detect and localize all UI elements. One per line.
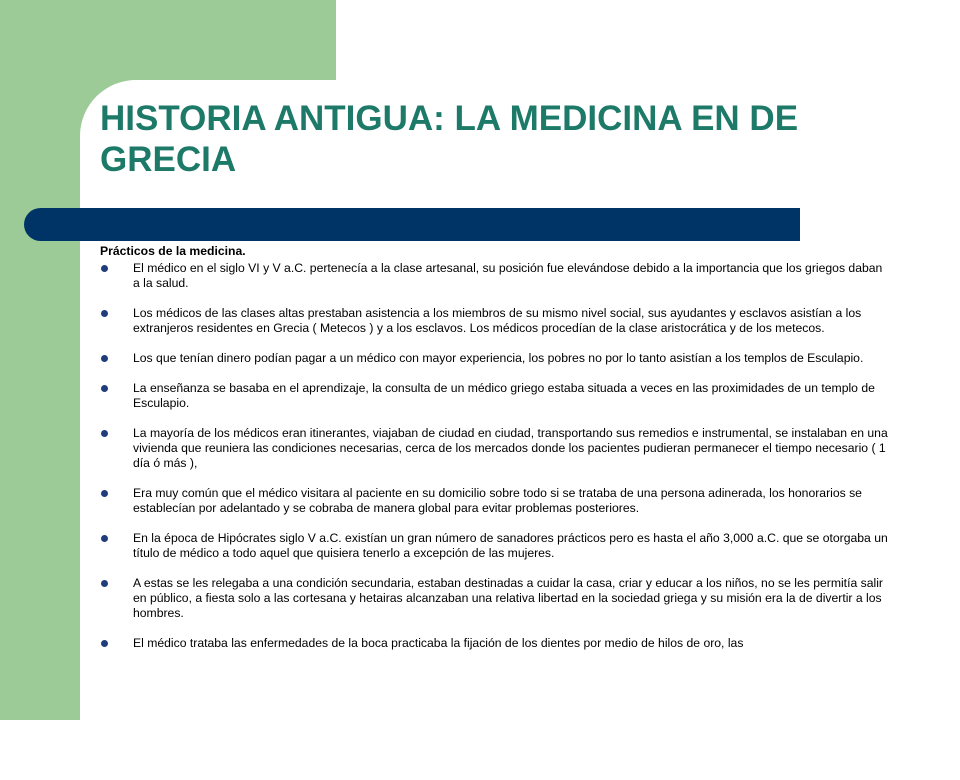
list-item-text: Los que tenían dinero podían pagar a un médico con mayor experiencia, los pobres no por lo tanto asistían a los templos de Esculapio. (133, 351, 864, 365)
list-item-text: A estas se les relegaba a una condición secundaria, estaban destinadas a cuidar la casa, criar y educar a los niños, no se les permitía salir en público, a fiesta solo a las cortesana y hetairas alcanzaban una relativa libertad en la sociedad griega y su misión era la de divertir a los hombres. (133, 576, 883, 620)
list-item-text: El médico trataba las enfermedades de la boca practicaba la fijación de los dientes por medio de hilos de oro, las (133, 636, 744, 650)
bullet-icon (101, 310, 108, 317)
list-item-text: Los médicos de las clases altas prestaban asistencia a los miembros de su mismo nivel social, sus ayudantes y esclavos asistían a los extranjeros residentes en Grecia ( Metecos ) y a los esclavos. Los médicos procedían de la clase aristocrática y de los metecos. (133, 306, 862, 335)
list-item (100, 261, 890, 291)
slide-title: HISTORIA ANTIGUA: LA MEDICINA EN DE GRECIA (100, 99, 799, 179)
list-item-text: La mayoría de los médicos eran itinerantes, viajaban de ciudad en ciudad, transportando sus remedios e instrumental, se instalaban en una vivienda que reuniera las condiciones necesarias, cerca de los mercados donde los pacientes pudieran permanecer el tiempo necesario ( 1 día ó más ), (133, 426, 888, 470)
slide-body (100, 244, 890, 666)
list-item-text: En la época de Hipócrates siglo V a.C. existían un gran número de sanadores prácticos pero es hasta el año 3,000 a.C. que se otorgaba un título de médico a todo aquel que quisiera tenerlo a excepción de las mujeres. (133, 531, 888, 560)
list-item-text: El médico en el siglo VI y V a.C. pertenecía a la clase artesanal, su posición fue elevándose debido a la importancia que los griegos daban a la salud. (133, 261, 883, 290)
bullet-icon (101, 355, 108, 362)
list-item (100, 636, 890, 651)
list-item (100, 351, 890, 366)
section-subtitle: Prácticos de la medicina. (100, 244, 246, 258)
list-item (100, 426, 890, 471)
bullet-icon (101, 580, 108, 587)
list-item (100, 531, 890, 561)
list-item (100, 306, 890, 336)
list-item-text: Era muy común que el médico visitara al paciente en su domicilio sobre todo si se trataba de una persona adinerada, los honorarios se establecían por adelantado y se cobraba de manera global para evitar problemas posteriores. (133, 486, 862, 515)
bullet-icon (101, 430, 108, 437)
bullet-icon (101, 265, 108, 272)
list-item (100, 486, 890, 516)
bullet-icon (101, 640, 108, 647)
bullet-icon (101, 490, 108, 497)
bullet-list (100, 261, 890, 651)
title-divider-bar (24, 208, 800, 241)
list-item (100, 576, 890, 621)
bullet-icon (101, 385, 108, 392)
list-item-text: La enseñanza se basaba en el aprendizaje, la consulta de un médico griego estaba situada a veces en las proximidades de un templo de Esculapio. (133, 381, 875, 410)
bullet-icon (101, 535, 108, 542)
list-item (100, 381, 890, 411)
